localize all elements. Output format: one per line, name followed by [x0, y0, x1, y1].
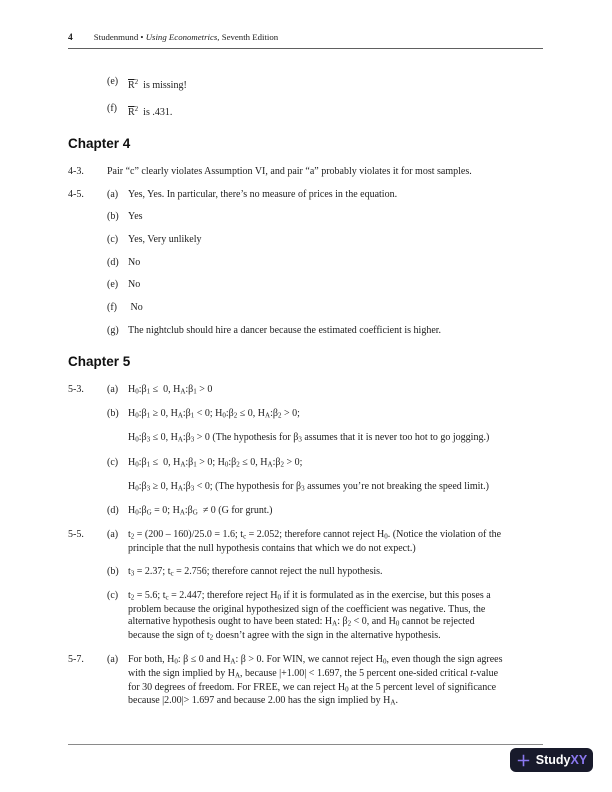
solution-item — [68, 566, 557, 580]
part-label: (a) — [107, 653, 119, 665]
part-label: (b) — [107, 211, 119, 223]
solution-item — [68, 654, 557, 709]
part-label: (f) — [107, 102, 117, 114]
problem-number: 4-3. — [68, 165, 84, 177]
problem-number — [68, 211, 107, 223]
part-label: (a) — [107, 384, 119, 396]
content — [68, 76, 557, 709]
solution-item — [68, 384, 557, 398]
solution-text: $\overline{R}^2$ is missing! — [128, 78, 187, 91]
part-label: (e) — [107, 279, 119, 291]
problem-number — [68, 457, 107, 471]
problem-number — [68, 302, 107, 314]
problem-number: 5-5. — [68, 529, 84, 541]
solution-text: $H_0:\beta_1 \le 0$, $H_A:\beta_1 > 0$ — [128, 384, 213, 396]
problem-number — [68, 408, 107, 422]
book-title: Studenmund • Using Econometrics, Seventh Edition — [93, 32, 279, 42]
solution-item — [68, 432, 557, 446]
solution-text: The nightclub should hire a dancer because the estimated coefficient is higher. — [128, 324, 442, 336]
problem-number — [68, 325, 107, 337]
studyxy-label-accent: XY — [570, 753, 588, 767]
solution-item — [68, 76, 557, 92]
solution-text: Yes — [128, 211, 143, 223]
studyxy-badge[interactable] — [510, 748, 593, 772]
solution-text: $H_0:\beta_G = 0$; $H_A:\beta_G \ne 0$ (G for grunt.) — [128, 505, 273, 517]
solution-text: $t_2 = 5.6$; $t_c = 2.447$; therefore reject $H_0$ if it is formulated as in the exercise, but this poses a problem because the original hypothesized sign of the coefficient was negative. Thus, the alternative hypothesis ought to have been stated: $H_A$: $\beta_2 < 0$, and $H_0$ cannot be rejected because the sign of $t_2$ doesn’t agree with the sign in the alternative hypothesis. — [128, 589, 491, 642]
solution-item — [68, 529, 557, 555]
chapter-heading: Chapter 4 — [68, 135, 131, 151]
part-label: (a) — [107, 529, 119, 541]
solution-text: $H_0:\beta_3 \le 0$, $H_A:\beta_3 > 0$ (The hypothesis for $\beta_3$ assumes that it is never too hot to go jogging.) — [128, 432, 490, 444]
part-label: (d) — [107, 256, 119, 268]
chapter-heading: Chapter 5 — [68, 354, 131, 370]
part-label: (e) — [107, 76, 119, 87]
solution-item — [68, 302, 557, 314]
solution-item — [68, 234, 557, 246]
problem-number: 4-5. — [68, 188, 84, 200]
solution-item — [68, 103, 557, 119]
solution-item — [68, 257, 557, 269]
problem-number — [68, 432, 107, 446]
part-label: (f) — [107, 302, 117, 314]
solution-item — [68, 279, 557, 291]
problem-number: 5-7. — [68, 653, 84, 665]
solution-item — [68, 590, 557, 644]
studyxy-label-primary: Study — [535, 753, 571, 767]
solution-item — [68, 457, 557, 471]
solution-item — [68, 211, 557, 223]
problem-number — [68, 505, 107, 519]
solution-text: Yes, Yes. In particular, there’s no measure of prices in the equation. — [128, 188, 398, 200]
part-label: (a) — [107, 188, 119, 200]
solution-text: No — [128, 279, 141, 291]
part-label — [107, 432, 128, 446]
problem-number — [68, 257, 107, 269]
solution-item — [68, 481, 557, 495]
solution-item — [68, 189, 557, 201]
studyxy-label — [536, 753, 587, 767]
problem-number — [68, 279, 107, 291]
part-label — [107, 481, 128, 495]
solution-item — [68, 408, 557, 422]
problem-number — [68, 103, 107, 119]
part-label: (c) — [107, 234, 119, 246]
solution-text: $H_0:\beta_1 \le 0$, $H_A:\beta_1 > 0$; $H_0:\beta_2 \le 0$, $H_A:\beta_2 > 0$; — [128, 456, 303, 469]
solution-text: $H_0:\beta_1 \ge 0$, $H_A:\beta_1 < 0$; $H_0:\beta_2 \le 0$, $H_A:\beta_2 > 0$; — [128, 408, 300, 420]
problem-number — [68, 234, 107, 246]
solution-text: $t_3 = 2.37$; $t_c = 2.756$; therefore cannot reject the null hypothesis. — [128, 565, 383, 578]
page-number: 4 — [68, 33, 73, 43]
part-label: (g) — [107, 324, 119, 336]
plus-icon — [516, 753, 531, 768]
solution-item — [68, 325, 557, 337]
solution-item — [68, 505, 557, 519]
problem-number — [68, 481, 107, 495]
part-label: (b) — [107, 408, 119, 420]
running-header — [68, 32, 543, 49]
solution-item — [68, 166, 557, 178]
part-label: (d) — [107, 505, 119, 517]
part-label: (c) — [107, 589, 119, 601]
solution-text: Pair “c” clearly violates Assumption VI, and pair “a” probably violates it for most samples. — [107, 165, 472, 177]
solution-text: Yes, Very unlikely — [128, 234, 202, 246]
solution-text: $H_0:\beta_3 \ge 0$, $H_A:\beta_3 < 0$; (The hypothesis for $\beta_3$ assumes you’re not breaking the speed limit.) — [128, 480, 489, 493]
solution-text: No — [128, 302, 143, 314]
footer-rule — [68, 744, 543, 745]
solution-text: $t_2 = (200 - 160)/25.0 = 1.6$; $t_c = 2.052$; therefore cannot reject $H_0$. (Notice the violation of the principle that the null hypothesis contains that which we do not expect.) — [128, 529, 502, 555]
solution-text: $\overline{R}^2$ is .431. — [128, 104, 173, 118]
problem-number: 5-3. — [68, 384, 84, 396]
part-label: (c) — [107, 456, 119, 468]
solution-text: No — [128, 256, 141, 268]
part-label: (b) — [107, 565, 119, 577]
problem-number — [68, 566, 107, 580]
problem-number — [68, 590, 107, 644]
solution-text: For both, $H_0$: β ≤ 0 and $H_A$: β > 0. For WIN, we cannot reject $H_0$, even though the sign agrees with the sign implied by $H_A$, because |+1.00| < 1.697, the 5 percent one-sided critical t-value for 30 degrees of freedom. For FREE, we can reject $H_0$ at the 5 percent level of significance because |2.00|> 1.697 and because 2.00 has the sign implied by $H_A$. — [128, 653, 503, 707]
problem-number — [68, 76, 107, 92]
